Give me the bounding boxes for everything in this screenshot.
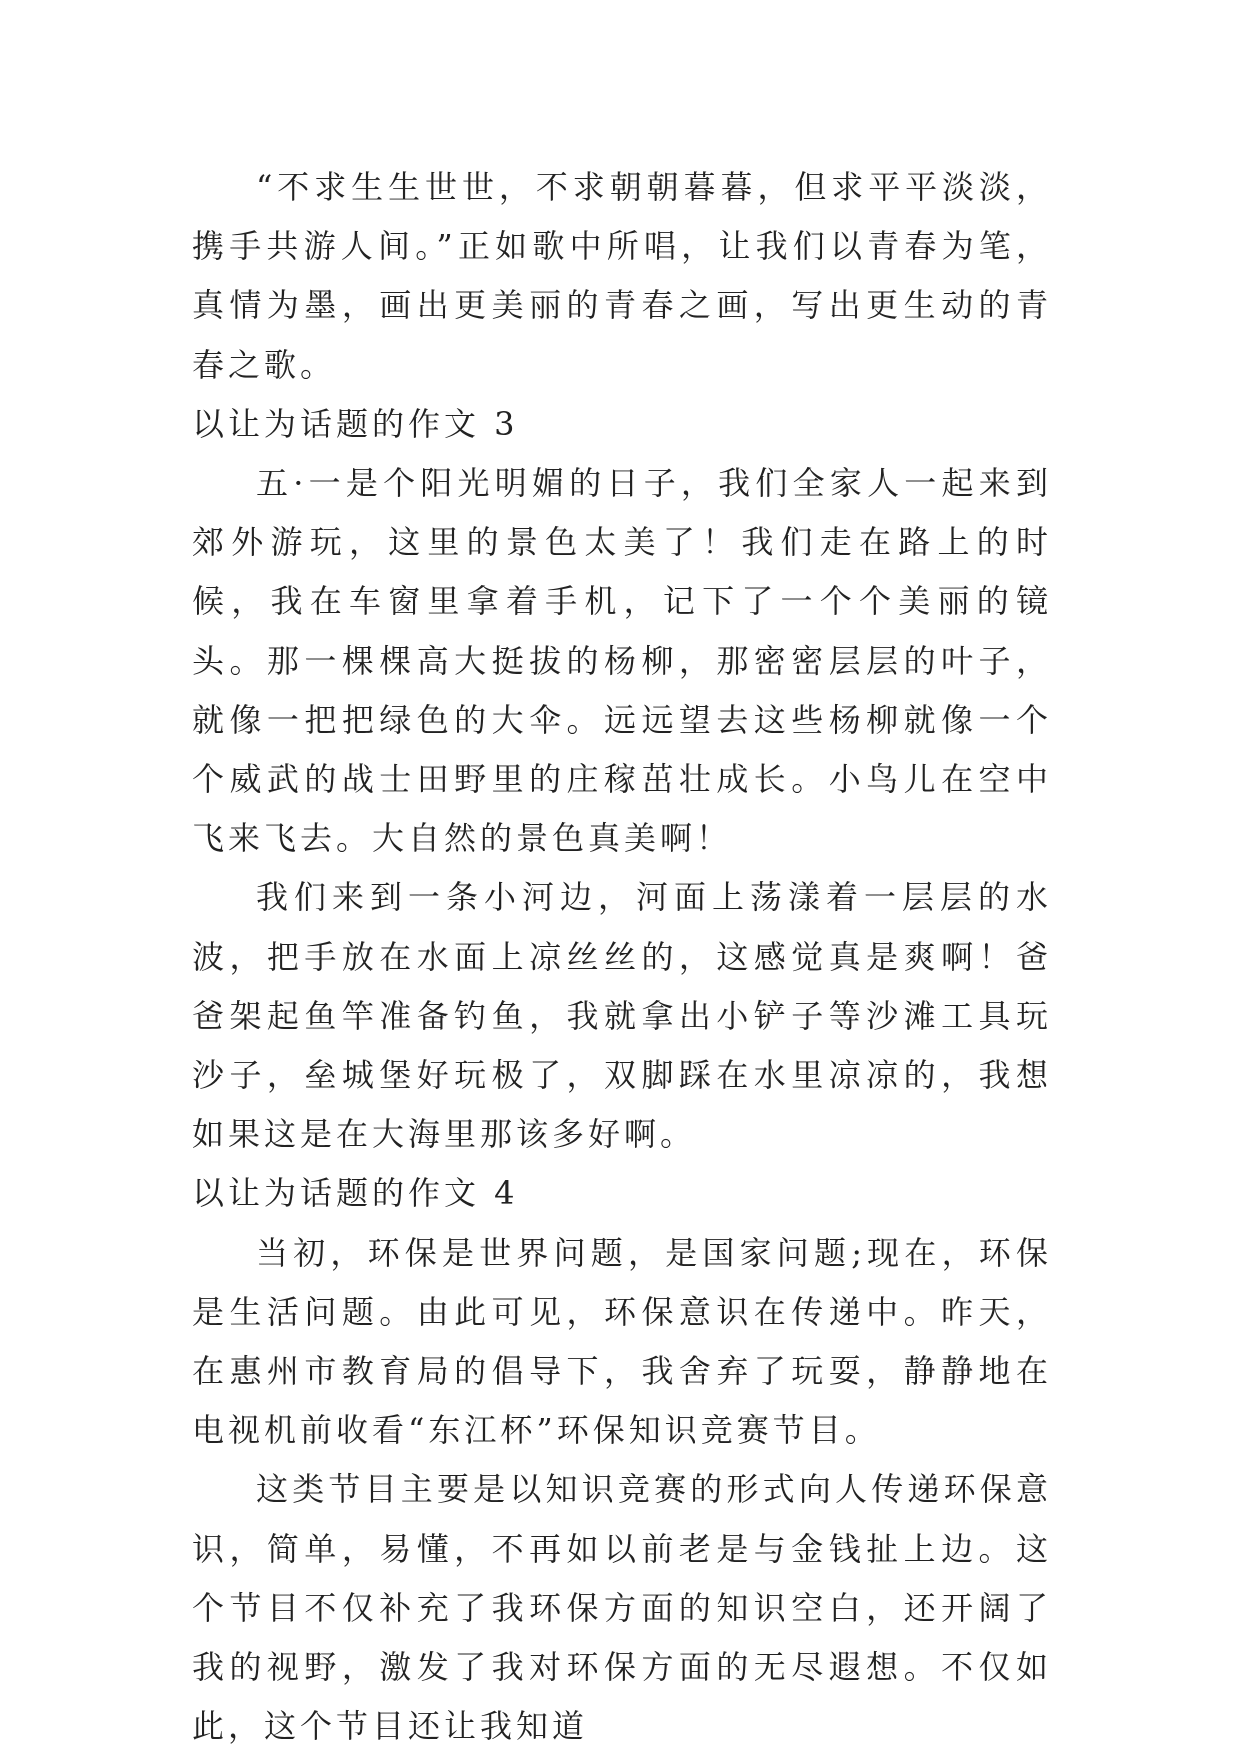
paragraph: 当初，环保是世界问题，是国家问题;现在，环保是生活问题。由此可见，环保意识在传递中。昨天，在惠州市教育局的倡导下，我舍弃了玩耍，静静地在电视机前收看“东江杯”环保知识竞赛节目。: [192, 1233, 1052, 1450]
paragraph: 我们来到一条小河边，河面上荡漾着一层层的水波，把手放在水面上凉丝丝的，这感觉真是爽啊！爸爸架起鱼竿准备钓鱼，我就拿出小铲子等沙滩工具玩沙子，垒城堡好玩极了，双脚踩在水里凉凉的，我想如果这是在大海里那该多好啊。: [192, 878, 1052, 1154]
paragraph: “不求生生世世，不求朝朝暮暮，但求平平淡淡，携手共游人间。”正如歌中所唱，让我们以青春为笔，真情为墨，画出更美丽的青春之画，写出更生动的青春之歌。: [192, 168, 1052, 384]
section-heading: 以让为话题的作文 3: [192, 404, 519, 443]
section-heading: 以让为话题的作文 4: [192, 1174, 519, 1213]
paragraph: 这类节目主要是以知识竞赛的形式向人传递环保意识，简单，易懂，不再如以前老是与金钱扯上边。这个节目不仅补充了我环保方面的知识空白，还开阔了我的视野，激发了我对环保方面的无尽遐想。不仅如此，这个节目还让我知道: [192, 1470, 1052, 1746]
paragraph: 五·一是个阳光明媚的日子，我们全家人一起来到郊外游玩，这里的景色太美了！我们走在路上的时候，我在车窗里拿着手机，记下了一个个美丽的镜头。那一棵棵高大挺拔的杨柳，那密密层层的叶子，就像一把把绿色的大伞。远远望去这些杨柳就像一个个威武的战士田野里的庄稼茁壮成长。小鸟儿在空中飞来飞去。大自然的景色真美啊！: [192, 464, 1052, 858]
document-body: [192, 158, 1052, 1756]
